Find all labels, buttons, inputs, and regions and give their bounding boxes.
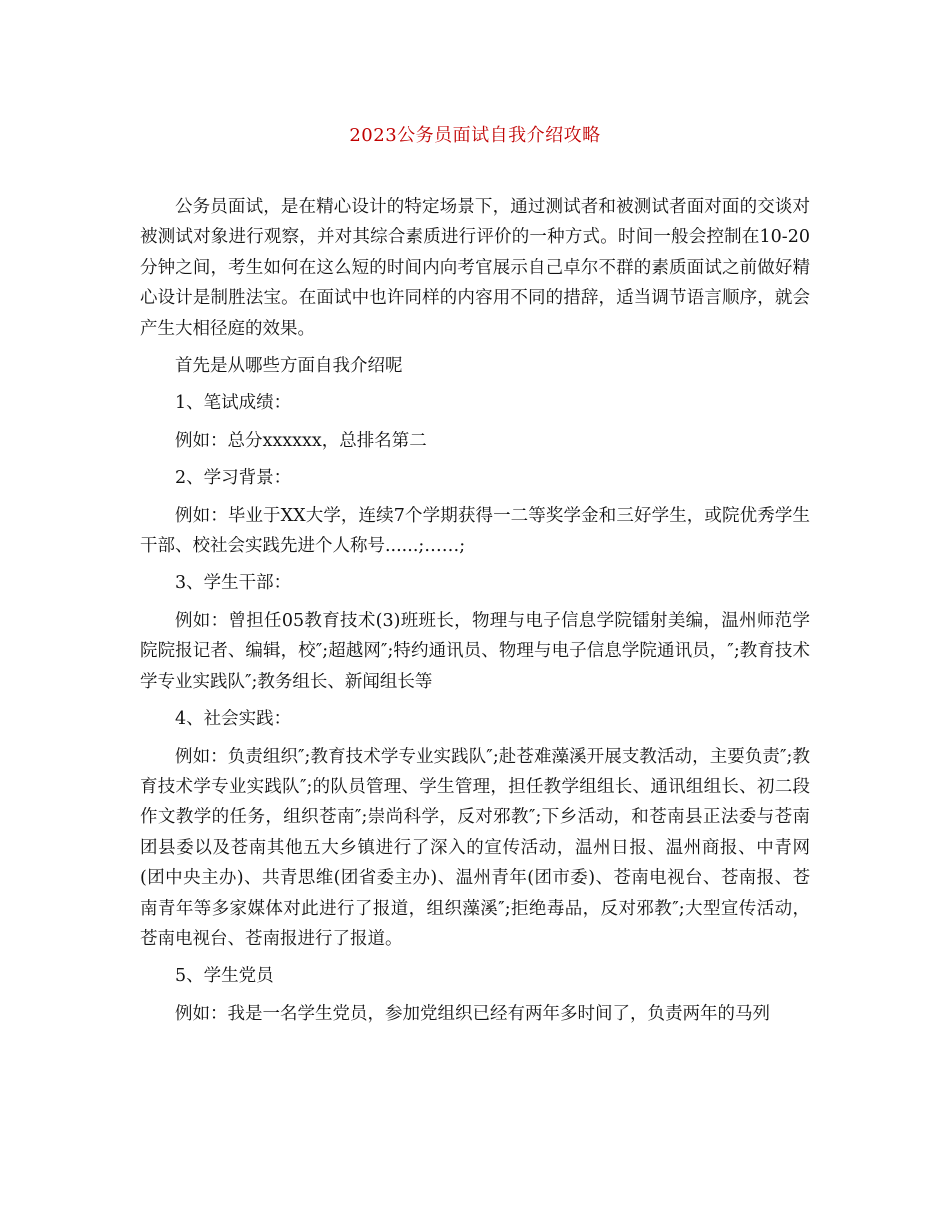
- paragraph-example-practice: 例如：负责组织″;教育技术学专业实践队″;赴苍难藻溪开展支教活动，主要负责″;教育技术学专业实践队″;的队员管理、学生管理，担任教学组组长、通讯组组长、初二段作文教学的任务，组织苍南″;崇尚科学，反对邪教″;下乡活动，和苍南县正法委与苍南团县委以及苍南其他五大乡镇进行了深入的宣传活动，温州日报、温州商报、中青网(团中央主办)、共青思维(团省委主办)、温州青年(团市委)、苍南电视台、苍南报、苍南青年等多家媒体对此进行了报道，组织藻溪″;拒绝毒品，反对邪教″;大型宣传活动，苍南电视台、苍南报进行了报道。: [140, 746, 810, 949]
- section-heading-written-score: 1、笔试成绩：: [175, 393, 292, 414]
- section-heading-social-practice: 4、社会实践：: [175, 709, 292, 730]
- paragraph-example-cadre: 例如：曾担任05教育技术(3)班班长，物理与电子信息学院镭射美编，温州师范学院院报记者、编辑，校″;超越网″;特约通讯员、物理与电子信息学院通讯员，″;教育技术学专业实践队″;教务组长、新闻组长等: [140, 610, 810, 692]
- section-heading-party-member: 5、学生党员: [175, 966, 274, 987]
- document-title: 2023公务员面试自我介绍攻略: [349, 125, 601, 146]
- section-heading-student-cadre: 3、学生干部：: [175, 573, 292, 594]
- section-heading-education: 2、学习背景：: [175, 468, 292, 489]
- paragraph-question: 首先是从哪些方面自我介绍呢: [175, 356, 403, 377]
- paragraph-example-education: 例如：毕业于XX大学，连续7个学期获得一二等奖学金和三好学生，或院优秀学生干部、校社会实践先进个人称号......;……;: [140, 505, 810, 557]
- document-body: [140, 192, 810, 1029]
- paragraph-example-party: 例如：我是一名学生党员，参加党组织已经有两年多时间了，负责两年的马列: [175, 1003, 770, 1024]
- paragraph-intro: 公务员面试，是在精心设计的特定场景下，通过测试者和被测试者面对面的交谈对被测试对象进行观察，并对其综合素质进行评价的一种方式。时间一般会控制在10-20分钟之间，考生如何在这么短的时间内向考官展示自己卓尔不群的素质面试之前做好精心设计是制胜法宝。在面试中也许同样的内容用不同的措辞，适当调节语言顺序，就会产生大相径庭的效果。: [140, 197, 810, 339]
- paragraph-example-score: 例如：总分xxxxxx，总排名第二: [175, 430, 427, 451]
